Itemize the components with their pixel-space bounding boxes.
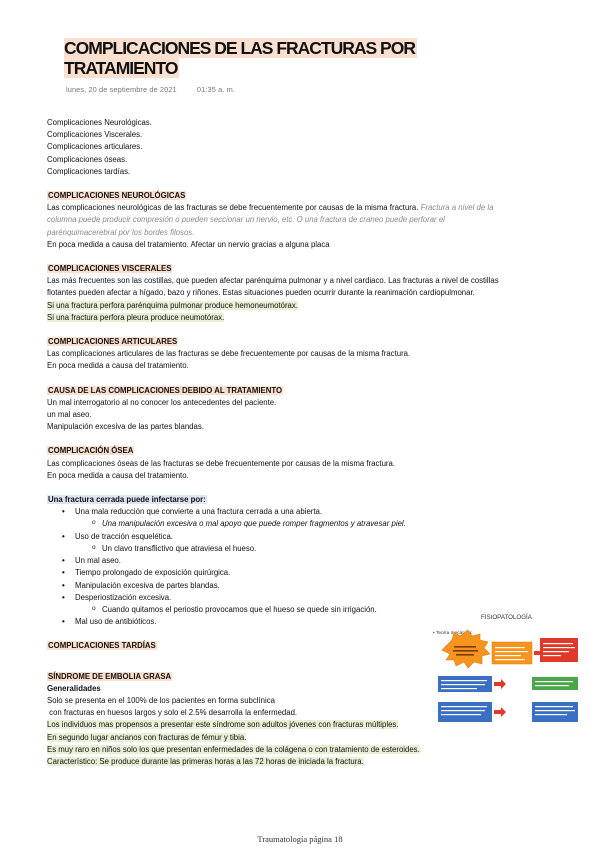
visceral-highlight-2: Si una fractura perfora pleura produce neumotórax. [47,312,225,322]
text-line [543,651,569,652]
text-line [453,650,478,652]
note-timestamp [66,85,235,94]
embolia-line-3: Los individuos mas propensos a presentar este síndrome son adultos jóvenes con fracturas múltiples. [47,720,399,730]
section-heading-infeccion: Una fractura cerrada puede infectarse por: [48,495,206,505]
articular-line-1: Las complicaciones articulares de las fracturas se debe frecuentemente por causas de la misma fractura. [47,349,411,359]
causa-line-3: Manipulación excesiva de las partes blandas. [47,422,204,432]
title-line-1: COMPLICACIONES DE LAS FRACTURAS POR [64,38,415,58]
neuro-italic-b: columna puede producir compresión o pueden seccionar un nervio, etc. O una fractura de craneo puede perforar el [47,215,445,225]
blue-box-bottom-right [532,702,578,722]
note-date: lunes, 20 de septiembre de 2021 [66,85,177,94]
list-item: • Uso de tracción esquelética. o Un clavo transflictivo que atraviesa el hueso. [75,531,579,555]
osea-line-2: En poca medida a causa del tratamiento. [47,470,189,480]
orange-box-top [492,642,532,664]
text-line [535,706,573,707]
text-line [495,651,528,652]
section-heading-embolia: SÍNDROME DE EMBOLIA GRASA [48,671,172,681]
embolia-line-5: Es muy raro en niños solo los que presentan enfermedades de la colágena o con tratamiento de esteroides. [47,744,420,754]
text-line [456,654,474,656]
list-subitem: o Una manipulación excesiva o mal apoyo que puede romper fragmentos y atravesar piel. [102,518,579,530]
causa-line-1: Un mal interrogatorio al no conocer los antecedentes del paciente. [47,397,277,407]
green-box-mid [532,677,578,690]
causa-line-2: un mal aseo. [47,410,92,420]
text-line [441,688,477,689]
visceral-line-2: flotantes pueden afectar a hígado, bazo y riñones. Estas situaciones pueden ocurrir durante la reanimación cardiopulmonar. [47,288,475,298]
mechanism-diagram [428,608,586,726]
section-heading-causa: CAUSA DE LAS COMPLICACIONES DEBIDO AL TRATAMIENTO [48,385,283,395]
text-line [495,647,525,648]
section-heading-neuro: COMPLICACIONES NEUROLÓGICAS [48,191,186,201]
list-item: • Manipulación excesiva de partes blandas. [75,580,579,592]
note-time: 01:35 a. m. [196,85,235,94]
text-line [535,710,575,711]
embolia-subheading: Generalidades [47,683,101,693]
figure-title: FISIOPATOLOGÍA [481,614,532,621]
starburst-shape [442,630,490,668]
red-box-top [540,638,578,662]
arrow-icon [494,707,506,717]
list-item: • Desperiostización excesiva. o Cuando quitamos el periostio provocamos que el hueso se quede sin irrigación. [75,592,579,616]
title-line-2: TRATAMIENTO [64,58,178,78]
section-heading-osea: COMPLICACIÓN ÓSEA [48,446,134,456]
section-heading-visceral: COMPLICACIONES VISCERALES [48,264,172,274]
visceral-line-1: Las más frecuentes son las costillas, que pueden afectar parénquima pulmonar y a nivel cardiaco. Las fracturas a nivel de costillas [47,276,499,286]
page-footer: Traumatología página 18 [257,834,343,844]
list-item: • Tiempo prolongado de exposición quirúrgica. [75,567,579,579]
embolia-line-4: En segundo lugar ancianos con fracturas de fémur y tibia. [47,732,247,742]
list-subitem: o Un clavo transflictivo que atraviesa el hueso. [102,543,579,555]
section-heading-tardias: COMPLICACIONES TARDÍAS [48,641,156,651]
visceral-highlight-1: Si una fractura perfora parénquima pulmonar produce hemoneumotórax. [47,300,298,310]
blue-box-bottom [438,702,492,722]
embolia-line-6: Característico: Se produce durante las primeras horas a las 72 horas de iniciada la fractura. [47,756,364,766]
text-line [495,655,521,656]
neuro-text: Las complicaciones neurológicas de las fracturas se debe frecuentemente por causas de la misma fractura. Fractura a nivel de la [47,203,494,213]
arrow-icon [494,679,506,689]
list-subitem: o Cuando quitamos el periostio provocamos que el hueso se quede sin irrigación. [102,604,579,616]
text-line [441,706,487,707]
text-line [441,714,481,715]
figure-subtitle: • Teoría mecánica: [433,631,473,636]
embolia-line-2: con fracturas en huesos largos y solo el 2.5% desarrolla la enfermedad. [49,708,298,718]
intro-item: Complicaciones articulares. [47,142,143,152]
list-item: • Un mal aseo. [75,555,579,567]
text-line [495,659,525,660]
page-title [64,38,417,78]
intro-item: Complicaciones Viscerales. [47,130,143,140]
text-line [441,680,487,681]
list-item: • Mal uso de antibióticos. [75,616,579,628]
text-line [543,647,575,648]
list-item: • Una mala reducción que convierte a una fractura cerrada a una abierta. o Una manipulación excesiva o mal apoyo que puede romper fragmentos y atravesar piel. [75,506,579,530]
text-line [454,646,476,648]
fisiopatologia-figure [428,608,586,726]
intro-item: Complicaciones Neurológicas. [47,118,152,127]
text-line [535,681,573,682]
section-heading-articular: COMPLICACIONES ARTICULARES [48,337,178,347]
osea-line-1: Las complicaciones óseas de las fracturas se debe frecuentemente por causas de la misma fractura. [47,458,396,468]
neuro-italic-c: parénquimacerebral por los bordes filosos. [47,227,195,237]
neuro-last: En poca medida a causa del tratamiento. Afectar un nervio gracias a alguna placa [47,239,330,249]
embolia-line-1: Solo se presenta en el 100% de los pacientes en forma subclínica [47,695,275,705]
text-line [543,655,561,656]
articular-line-2: En poca medida a causa del tratamiento. [47,361,189,371]
intro-item: Complicaciones óseas. [47,154,128,164]
text-line [441,710,485,711]
text-line [441,684,485,685]
text-line [543,643,573,644]
text-line [535,685,569,686]
text-line [535,714,567,715]
intro-item: Complicaciones tardías. [47,166,131,176]
